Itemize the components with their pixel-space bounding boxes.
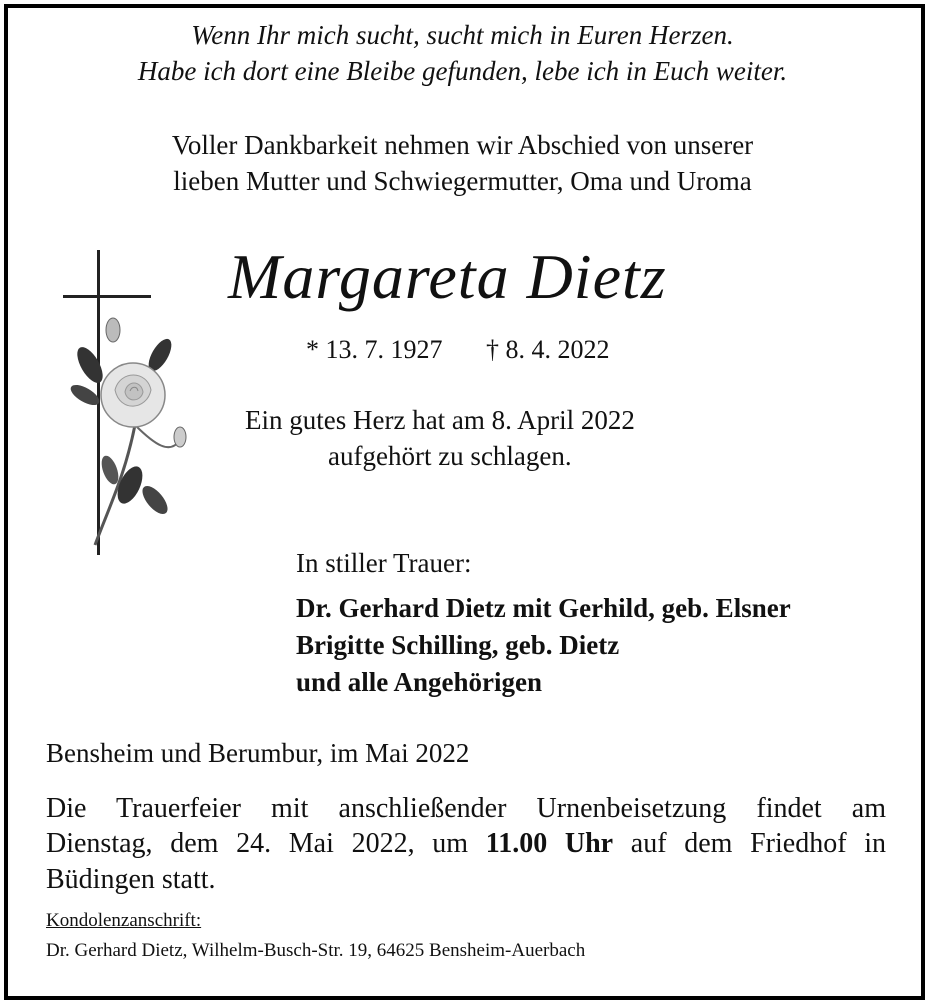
ceremony-line-3: Büdingen statt. [46, 864, 216, 895]
cross-rose-illustration [55, 245, 195, 565]
mourner-name: Dr. Gerhard Dietz mit Gerhild, geb. Elsner [296, 593, 791, 623]
ceremony-text: auf dem Friedhof in [630, 828, 886, 859]
deceased-name: Margareta Dietz [228, 241, 667, 312]
intro-line-2: lieben Mutter und Schwiegermutter, Oma und Uroma [173, 166, 752, 196]
condolence-address: Dr. Gerhard Dietz, Wilhelm-Busch-Str. 19, 64625 Bensheim-Auerbach [46, 940, 586, 961]
heart-line-2: aufgehört zu schlagen. [328, 441, 572, 471]
heart-line-1: Ein gutes Herz hat am 8. April 2022 [245, 405, 635, 435]
ceremony-text: Dienstag, dem 24. Mai 2022, um [46, 828, 469, 859]
place-date: Bensheim und Berumbur, im Mai 2022 [46, 738, 470, 768]
mourners-heading: In stiller Trauer: [296, 548, 472, 578]
rose-illustration [68, 318, 186, 545]
death-date: † 8. 4. 2022 [486, 335, 610, 364]
ceremony-time: 11.00 Uhr [485, 828, 614, 859]
condolence-label: Kondolenzanschrift: [46, 910, 202, 931]
ceremony-line-1: Die Trauerfeier mit anschließender Urnenbeisetzung findet am [46, 793, 886, 824]
ceremony-line-2 [46, 828, 886, 860]
intro-line-1: Voller Dankbarkeit nehmen wir Abschied von unserer [171, 130, 754, 160]
motto-line-1: Wenn Ihr mich sucht, sucht mich in Euren Herzen. [191, 20, 734, 50]
mourner-name: Brigitte Schilling, geb. Dietz [296, 630, 620, 660]
birth-date: * 13. 7. 1927 [306, 335, 443, 364]
mourner-name: und alle Angehörigen [296, 667, 543, 697]
motto-line-2: Habe ich dort eine Bleibe gefunden, lebe ich in Euch weiter. [137, 56, 788, 86]
